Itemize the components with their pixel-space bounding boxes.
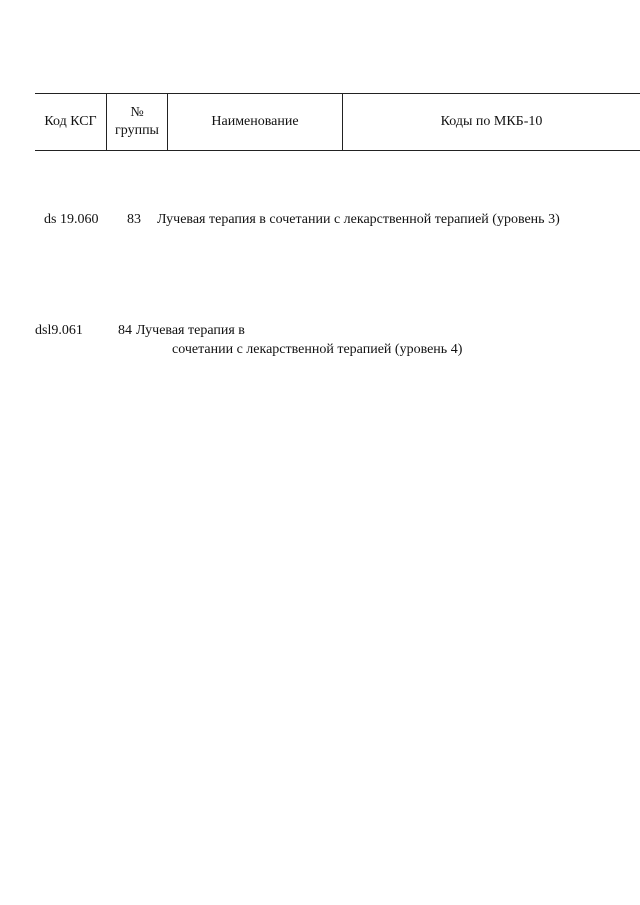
header-group-number-line1: № [130, 105, 144, 120]
row-name-line1: Лучевая терапия в [136, 323, 245, 338]
row-name: Лучевая терапия в сочетании с лекарственной терапией (уровень 3) [157, 212, 560, 227]
header-group-number-line2: группы [115, 123, 159, 138]
header-name: Наименование [167, 94, 342, 150]
row-code: ds 19.060 [44, 212, 99, 227]
header-group-number [106, 94, 167, 150]
row-code: dsl9.061 [35, 323, 83, 338]
header-code-ksg: Код КСГ [44, 114, 97, 129]
row-group-number: 84 [118, 323, 132, 338]
row-group-number: 83 [127, 212, 141, 227]
row-name-line2: сочетании с лекарственной терапией (уровень 4) [172, 342, 463, 357]
table-header [35, 93, 640, 151]
header-mkb-codes: Коды по МКБ-10 [342, 94, 640, 150]
